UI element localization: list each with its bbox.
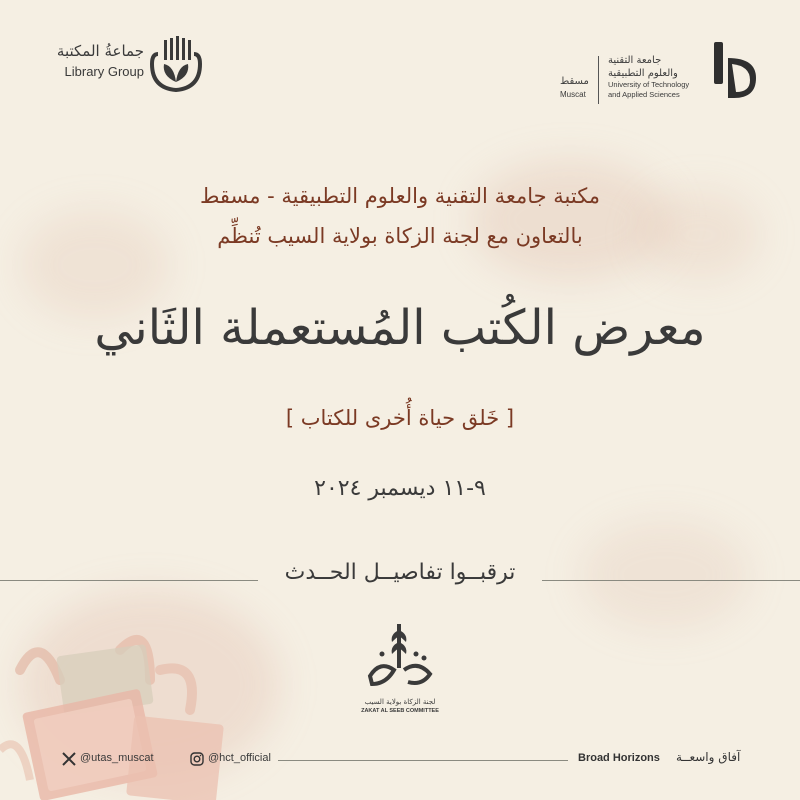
zakat-committee-logo bbox=[360, 620, 440, 720]
logo-divider bbox=[598, 56, 599, 104]
muscat-label-ar: مسقط bbox=[560, 76, 589, 87]
instagram-icon[interactable] bbox=[190, 752, 204, 766]
university-emblem-icon bbox=[710, 38, 760, 100]
university-name-en-line1: University of Technology bbox=[608, 80, 690, 89]
zakat-emblem-icon bbox=[360, 620, 440, 698]
university-logo bbox=[560, 36, 760, 106]
stay-tuned-text: ترقبــوا تفاصيــل الحــدث bbox=[258, 560, 542, 585]
afaq-label-ar: آفاق واسعــة bbox=[676, 750, 741, 764]
muscat-label-en: Muscat bbox=[560, 90, 586, 99]
library-group-name-ar: جماعةُ المكتبة bbox=[56, 42, 144, 60]
library-group-logo bbox=[46, 36, 206, 96]
background-stain bbox=[580, 520, 750, 630]
university-name-ar bbox=[608, 54, 706, 80]
library-group-name-en: Library Group bbox=[64, 64, 144, 79]
library-group-emblem-icon bbox=[148, 36, 204, 94]
event-tagline: [ خَلق حياة أُخرى للكتاب ] bbox=[285, 406, 515, 430]
instagram-handle[interactable]: @hct_official bbox=[208, 752, 271, 764]
event-dates: ٩-١١ ديسمبر ٢٠٢٤ bbox=[314, 476, 486, 501]
organizer-line: مكتبة جامعة التقنية والعلوم التطبيقية - مسقط bbox=[199, 184, 601, 208]
zakat-name-ar: لجنة الزكاة بولاية السيب bbox=[364, 698, 436, 706]
background-stain bbox=[470, 160, 670, 280]
university-name-en bbox=[608, 80, 689, 100]
books-and-leaves-illustration bbox=[0, 610, 260, 800]
zakat-name-en: ZAKAT AL SEEB COMMITTEE bbox=[361, 708, 439, 714]
event-title: معرض الكُتب المُستعملة الثَاني bbox=[94, 300, 706, 356]
broad-horizons-label: Broad Horizons bbox=[578, 752, 660, 764]
university-name-ar-line2: والعلوم التطبيقية bbox=[608, 68, 678, 79]
university-name-en-line2: and Applied Sciences bbox=[608, 90, 680, 99]
x-twitter-icon[interactable] bbox=[62, 752, 76, 766]
collaboration-line: بالتعاون مع لجنة الزكاة بولاية السيب تُنظِّم bbox=[217, 224, 583, 248]
university-name-ar-line1: جامعة التقنية bbox=[608, 55, 662, 66]
footer-divider-line bbox=[278, 760, 568, 761]
x-handle[interactable]: @utas_muscat bbox=[80, 752, 154, 764]
